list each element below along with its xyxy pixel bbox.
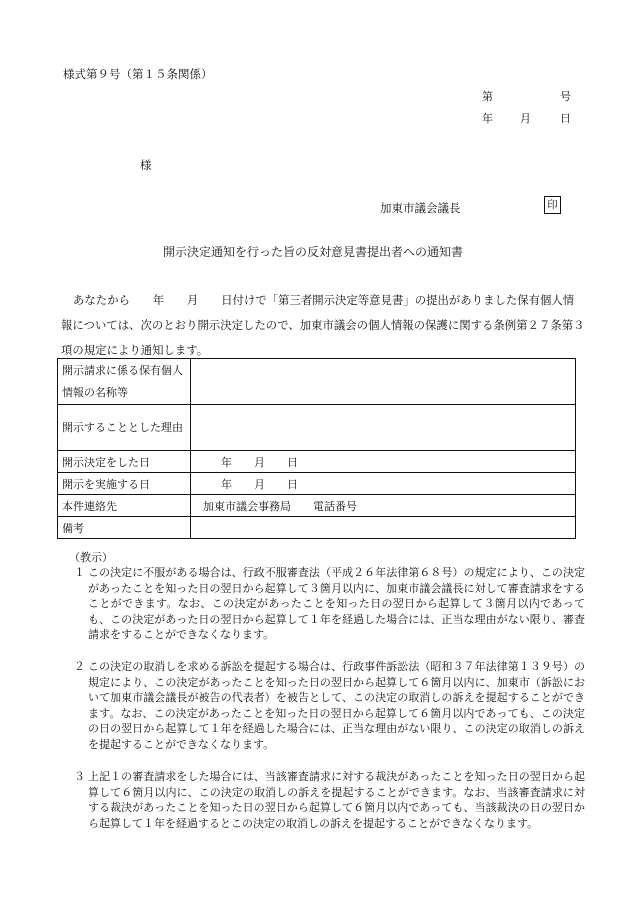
table-row (58, 359, 576, 405)
instruction-heading: （教示） (69, 551, 113, 564)
instruction-item (74, 659, 585, 753)
row-label-decision-date: 開示決定をした日 (58, 451, 191, 473)
intro-paragraph: あなたから 年 月 日付けで「第三者開示決定等意見書」の提出がありました保有個人情報については、次のとおり開示決定したので、加東市議会の個人情報の保護に関する条例第２７条第３項の規定により通知します。 (61, 293, 585, 357)
seal-stamp: 印 (544, 196, 561, 214)
instruction-item (74, 769, 585, 831)
date-year-label: 年 (482, 112, 493, 125)
row-label-implementation-date: 開示を実施する日 (58, 473, 191, 495)
table-row (58, 473, 576, 495)
document-number-label: 第 (482, 90, 493, 103)
table-row (58, 451, 576, 473)
row-value-remarks (191, 517, 576, 539)
row-value-contact: 加東市議会事務局 電話番号 (191, 495, 576, 517)
instruction-text: この決定の取消しを求める訴訟を提起する場合は、行政事件訴訟法（昭和３７年法律第１３９号）の規定により、この決定があったことを知った日の翌日から起算して６箇月以内に、加東市（訴訟において加東市議会議長が被告の代表者）を被告として、この決定の取消しの訴えを提起することができます。なお、この決定があったことを知った日の翌日から起算して６箇月以内であっても、この決定の日の翌日から起算して１年を経過した場合には、正当な理由がない限り、この決定の取消しの訴えを提起することができなくなります。 (88, 660, 585, 751)
notice-info-table (57, 358, 576, 539)
instruction-item (74, 565, 585, 643)
issuer-name: 加東市議会議長 (380, 201, 461, 215)
table-row (58, 405, 576, 451)
form-number: 様式第９号（第１５条関係） (63, 67, 213, 81)
row-label-remarks: 備考 (58, 517, 191, 539)
row-value-reason (191, 405, 576, 451)
row-value-decision-date: 年 月 日 (191, 451, 576, 473)
row-label-info-name: 開示請求に係る保有個人情報の名称等 (58, 359, 191, 405)
document-title: 開示決定通知を行った旨の反対意見書提出者への通知書 (163, 245, 464, 259)
date-day-label: 日 (560, 112, 571, 125)
row-label-contact: 本件連絡先 (58, 495, 191, 517)
row-value-info-name (191, 359, 576, 405)
instruction-text: この決定に不服がある場合は、行政不服審査法（平成２６年法律第６８号）の規定により、この決定があったことを知った日の翌日から起算して３箇月以内に、加東市議会議長に対して審査請求をすることができます。なお、この決定があったことを知った日の翌日から起算して３箇月以内であっても、この決定があった日の翌日から起算して１年を経過した場合には、正当な理由がない限り、審査請求をすることができなくなります。 (88, 566, 585, 642)
instruction-number: ２ (74, 660, 85, 673)
row-label-reason: 開示することとした理由 (58, 405, 191, 451)
instruction-number: １ (74, 566, 85, 579)
table-row (58, 517, 576, 539)
instruction-number: ３ (74, 770, 85, 783)
instruction-text: 上記１の審査請求をした場合には、当該審査請求に対する裁決があったことを知った日の翌日から起算して６箇月以内に、この決定の取消しの訴えを提起することができます。なお、当該審査請求に対する裁決があったことを知った日の翌日から起算して６箇月以内であっても、当該裁決の日の翌日から起算して１年を経過するとこの決定の取消しの訴えを提起することができなくなります。 (88, 770, 585, 830)
row-value-implementation-date: 年 月 日 (191, 473, 576, 495)
date-month-label: 月 (520, 112, 531, 125)
addressee-honorific: 様 (140, 158, 152, 172)
table-row (58, 495, 576, 517)
document-number-suffix: 号 (560, 90, 571, 103)
